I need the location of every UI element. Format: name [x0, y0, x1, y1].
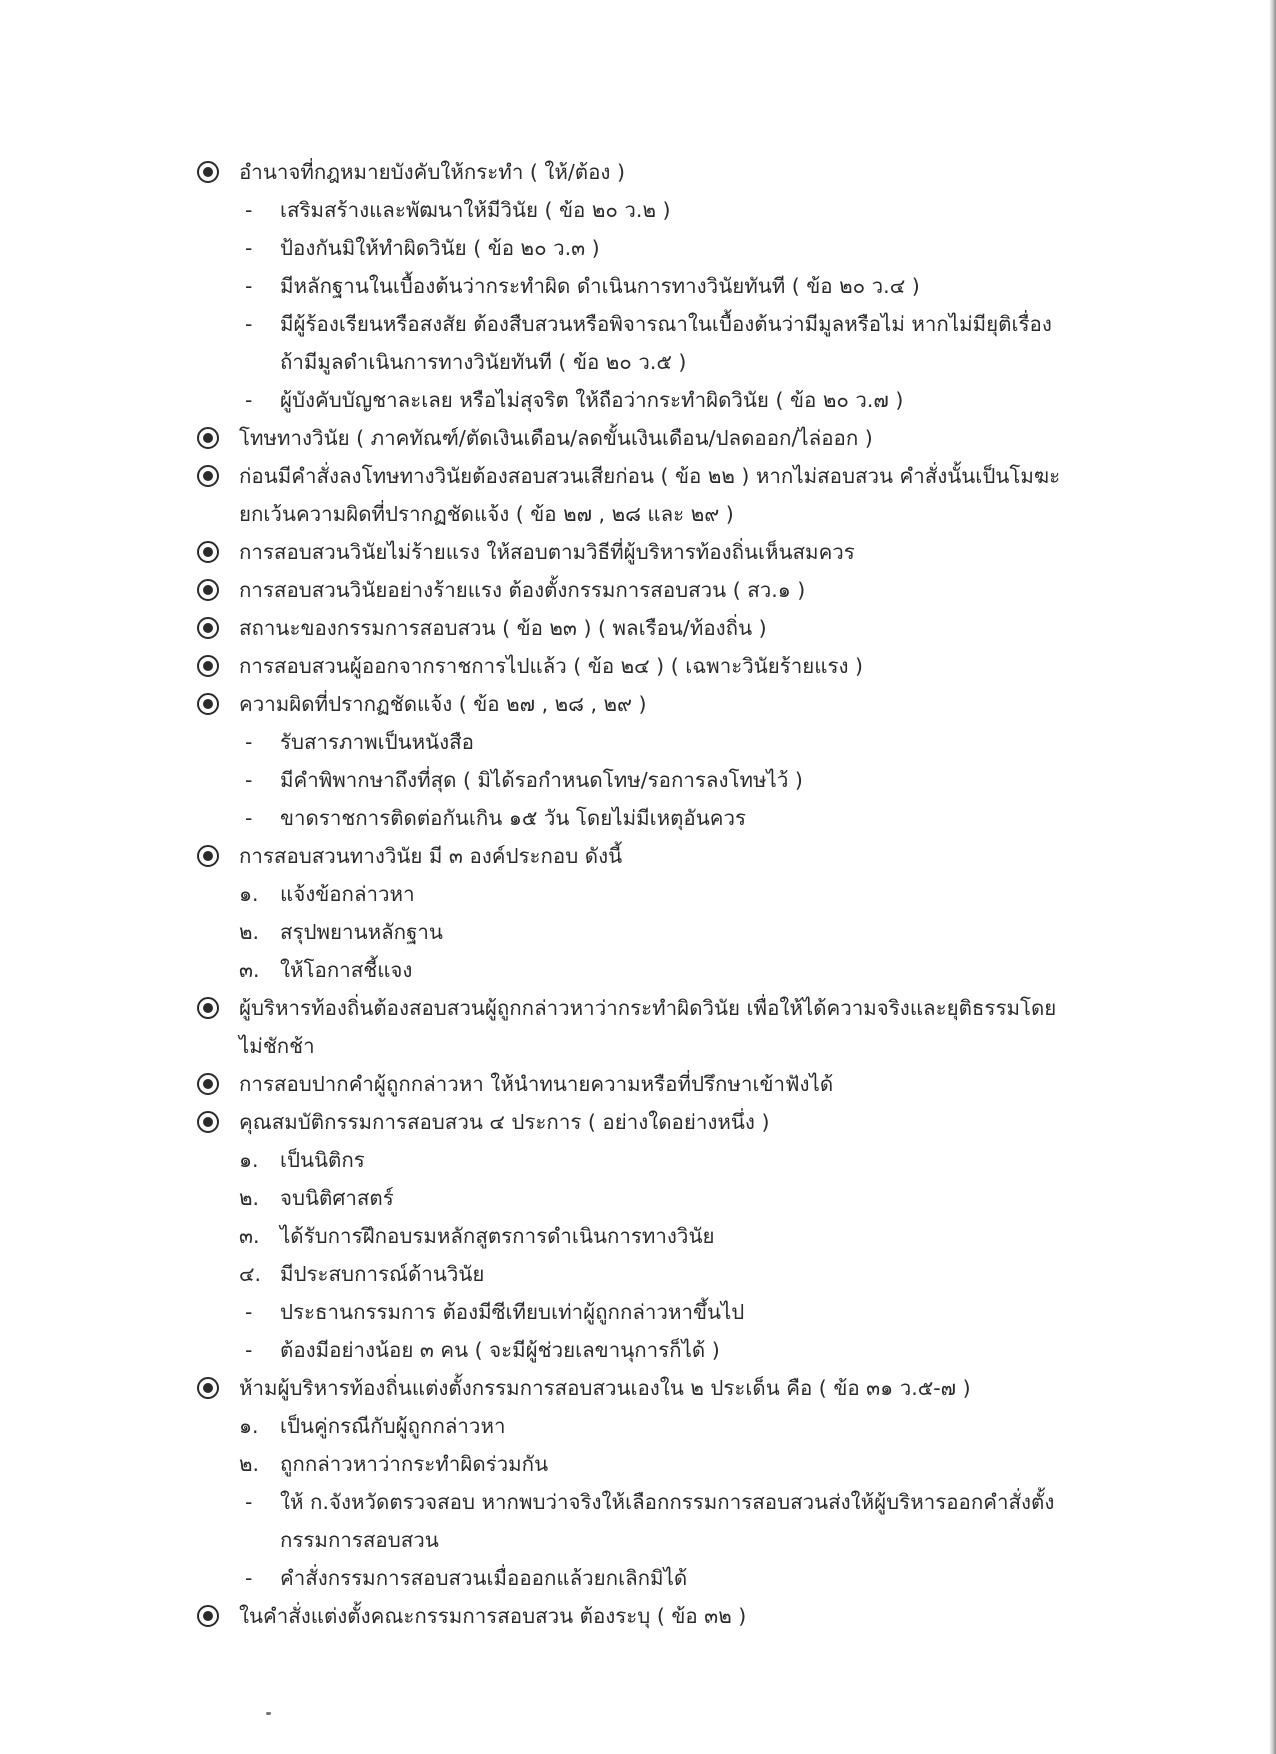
list-item-num [195, 1179, 1075, 1217]
radio-bullet-icon [197, 997, 219, 1019]
item-text: ในคำสั่งแต่งตั้งคณะกรรมการสอบสวน ต้องระบุ ( ข้อ ๓๒ ) [239, 1604, 747, 1628]
radio-bullet-icon [197, 1111, 219, 1133]
item-number: ๓. [239, 1224, 260, 1248]
dash-marker: - [245, 730, 253, 754]
list-item-dash [195, 723, 1075, 761]
item-text: ห้ามผู้บริหารท้องถิ่นแต่งตั้งกรรมการสอบสวนเองใน ๒ ประเด็น คือ ( ข้อ ๓๑ ว.๕-๗ ) [239, 1376, 971, 1400]
item-text: ผู้บังคับบัญชาละเลย หรือไม่สุจริต ให้ถือว่ากระทำผิดวินัย ( ข้อ ๒๐ ว.๗ ) [280, 388, 904, 412]
list-item-num [195, 1407, 1075, 1445]
list-item-dash [195, 267, 1075, 305]
item-text: มีประสบการณ์ด้านวินัย [280, 1262, 485, 1286]
item-text: เป็นคู่กรณีกับผู้ถูกกล่าวหา [280, 1414, 506, 1438]
radio-bullet-icon [197, 693, 219, 715]
item-text: การสอบสวนผู้ออกจากราชการไปแล้ว ( ข้อ ๒๔ ) ( เฉพาะวินัยร้ายแรง ) [239, 654, 864, 678]
item-text: เป็นนิติกร [280, 1148, 365, 1172]
radio-bullet-icon [197, 427, 219, 449]
list-item-bullet [195, 1103, 1075, 1141]
item-text: ก่อนมีคำสั่งลงโทษทางวินัยต้องสอบสวนเสียก่อน ( ข้อ ๒๒ ) หากไม่สอบสวน คำสั่งนั้นเป็นโมฆะ [239, 464, 1061, 488]
list-item-bullet [195, 571, 1075, 609]
list-item-bullet [195, 989, 1075, 1027]
list-item-cont2 [195, 343, 1075, 381]
list-item-num [195, 1255, 1075, 1293]
list-item-bullet [195, 609, 1075, 647]
item-number: ๓. [239, 958, 260, 982]
list-item-bullet [195, 419, 1075, 457]
radio-bullet-icon [197, 1605, 219, 1627]
list-item-dash [195, 799, 1075, 837]
item-text: ผู้บริหารท้องถิ่นต้องสอบสวนผู้ถูกกล่าวหาว่ากระทำผิดวินัย เพื่อให้ได้ความจริงและยุติธรรมโดย [239, 996, 1057, 1020]
list-item-bullet [195, 685, 1075, 723]
dash-marker: - [245, 1490, 253, 1514]
item-text: ถ้ามีมูลดำเนินการทางวินัยทันที ( ข้อ ๒๐ ว.๕ ) [280, 350, 687, 374]
list-item-dash [195, 761, 1075, 799]
radio-bullet-icon [197, 655, 219, 677]
dash-marker: - [245, 1338, 253, 1362]
dash-marker: - [245, 806, 253, 830]
list-item-bullet [195, 1597, 1075, 1635]
item-text: แจ้งข้อกล่าวหา [280, 882, 415, 906]
item-text: ประธานกรรมการ ต้องมีซีเทียบเท่าผู้ถูกกล่าวหาขึ้นไป [280, 1300, 745, 1324]
list-item-num [195, 1217, 1075, 1255]
list-item-num [195, 875, 1075, 913]
list-item-num [195, 1141, 1075, 1179]
list-item-num [195, 1445, 1075, 1483]
list-item-bullet [195, 837, 1075, 875]
list-item-cont [195, 495, 1075, 533]
dash-marker: - [245, 1566, 253, 1590]
item-number: ๑. [239, 882, 259, 906]
list-item-bullet [195, 533, 1075, 571]
radio-bullet-icon [197, 617, 219, 639]
item-text: ให้โอกาสชี้แจง [280, 958, 413, 982]
list-item-num [195, 913, 1075, 951]
item-text: มีหลักฐานในเบื้องต้นว่ากระทำผิด ดำเนินการทางวินัยทันที ( ข้อ ๒๐ ว.๔ ) [280, 274, 920, 298]
item-text: การสอบสวนทางวินัย มี ๓ องค์ประกอบ ดังนี้ [239, 844, 623, 868]
dash-marker: - [245, 1300, 253, 1324]
item-text: อำนาจที่กฎหมายบังคับให้กระทำ ( ให้/ต้อง ) [239, 160, 625, 184]
dash-marker: - [245, 768, 253, 792]
list-item-dash [195, 1483, 1075, 1521]
item-text: การสอบสวนวินัยไม่ร้ายแรง ให้สอบตามวิธีที่ผู้บริหารท้องถิ่นเห็นสมควร [239, 540, 855, 564]
item-text: รับสารภาพเป็นหนังสือ [280, 730, 474, 754]
item-text: ถูกกล่าวหาว่ากระทำผิดร่วมกัน [280, 1452, 549, 1476]
item-text: มีคำพิพากษาถึงที่สุด ( มิได้รอกำหนดโทษ/รอการลงโทษไว้ ) [280, 768, 803, 792]
radio-bullet-icon [197, 161, 219, 183]
list-item-bullet [195, 1065, 1075, 1103]
bullet-list [195, 153, 1075, 1635]
item-text: ให้ ก.จังหวัดตรวจสอบ หากพบว่าจริงให้เลือกกรรมการสอบสวนส่งให้ผู้บริหารออกคำสั่งตั้ง [280, 1490, 1055, 1514]
item-text: จบนิติศาสตร์ [280, 1186, 394, 1210]
item-text: มีผู้ร้องเรียนหรือสงสัย ต้องสืบสวนหรือพิจารณาในเบื้องต้นว่ามีมูลหรือไม่ หากไม่มียุติเรื่อง [280, 312, 1052, 336]
item-text: การสอบปากคำผู้ถูกกล่าวหา ให้นำทนายความหรือที่ปรึกษาเข้าฟังได้ [239, 1072, 834, 1096]
list-item-dash [195, 1559, 1075, 1597]
radio-bullet-icon [197, 579, 219, 601]
list-item-cont [195, 1027, 1075, 1065]
item-text: ป้องกันมิให้ทำผิดวินัย ( ข้อ ๒๐ ว.๓ ) [280, 236, 600, 260]
item-text: ไม่ชักช้า [239, 1034, 315, 1058]
item-text: ยกเว้นความผิดที่ปรากฏชัดแจ้ง ( ข้อ ๒๗ , ๒๘ และ ๒๙ ) [239, 502, 734, 526]
item-text: กรรมการสอบสวน [280, 1528, 439, 1552]
list-item-dash [195, 191, 1075, 229]
radio-bullet-icon [197, 465, 219, 487]
list-item-dash [195, 305, 1075, 343]
item-text: คุณสมบัติกรรมการสอบสวน ๔ ประการ ( อย่างใดอย่างหนึ่ง ) [239, 1110, 770, 1134]
item-number: ๑. [239, 1414, 259, 1438]
radio-bullet-icon [197, 1073, 219, 1095]
list-item-bullet [195, 647, 1075, 685]
item-text: ขาดราชการติดต่อกันเกิน ๑๕ วัน โดยไม่มีเหตุอันควร [280, 806, 746, 830]
list-item-bullet [195, 1369, 1075, 1407]
radio-bullet-icon [197, 541, 219, 563]
radio-bullet-icon [197, 1377, 219, 1399]
scan-speck [266, 1712, 271, 1715]
dash-marker: - [245, 388, 253, 412]
item-text: ความผิดที่ปรากฏชัดแจ้ง ( ข้อ ๒๗ , ๒๘ , ๒๙ ) [239, 692, 647, 716]
dash-marker: - [245, 236, 253, 260]
item-text: สรุปพยานหลักฐาน [280, 920, 443, 944]
item-number: ๔. [239, 1262, 262, 1286]
dash-marker: - [245, 274, 253, 298]
dash-marker: - [245, 312, 253, 336]
list-item-dash [195, 381, 1075, 419]
list-item-dash [195, 1331, 1075, 1369]
item-number: ๒. [239, 1186, 260, 1210]
list-item-bullet [195, 457, 1075, 495]
item-text: คำสั่งกรรมการสอบสวนเมื่อออกแล้วยกเลิกมิได้ [280, 1566, 688, 1590]
list-item-dash [195, 1293, 1075, 1331]
item-number: ๑. [239, 1148, 259, 1172]
item-text: เสริมสร้างและพัฒนาให้มีวินัย ( ข้อ ๒๐ ว.๒ ) [280, 198, 671, 222]
list-item-bullet [195, 153, 1075, 191]
item-text: ได้รับการฝึกอบรมหลักสูตรการดำเนินการทางวินัย [280, 1224, 715, 1248]
item-text: สถานะของกรรมการสอบสวน ( ข้อ ๒๓ ) ( พลเรือน/ท้องถิ่น ) [239, 616, 767, 640]
radio-bullet-icon [197, 845, 219, 867]
list-item-cont2 [195, 1521, 1075, 1559]
item-number: ๒. [239, 1452, 260, 1476]
list-item-num [195, 951, 1075, 989]
list-item-dash [195, 229, 1075, 267]
item-text: การสอบสวนวินัยอย่างร้ายแรง ต้องตั้งกรรมการสอบสวน ( สว.๑ ) [239, 578, 806, 602]
document-body [195, 153, 1075, 1635]
dash-marker: - [245, 198, 253, 222]
item-number: ๒. [239, 920, 260, 944]
item-text: ต้องมีอย่างน้อย ๓ คน ( จะมีผู้ช่วยเลขานุการก็ได้ ) [280, 1338, 720, 1362]
page-edge-shadow [1270, 0, 1276, 1754]
item-text: โทษทางวินัย ( ภาคทัณฑ์/ตัดเงินเดือน/ลดขั้นเงินเดือน/ปลดออก/ไล่ออก ) [239, 426, 873, 450]
